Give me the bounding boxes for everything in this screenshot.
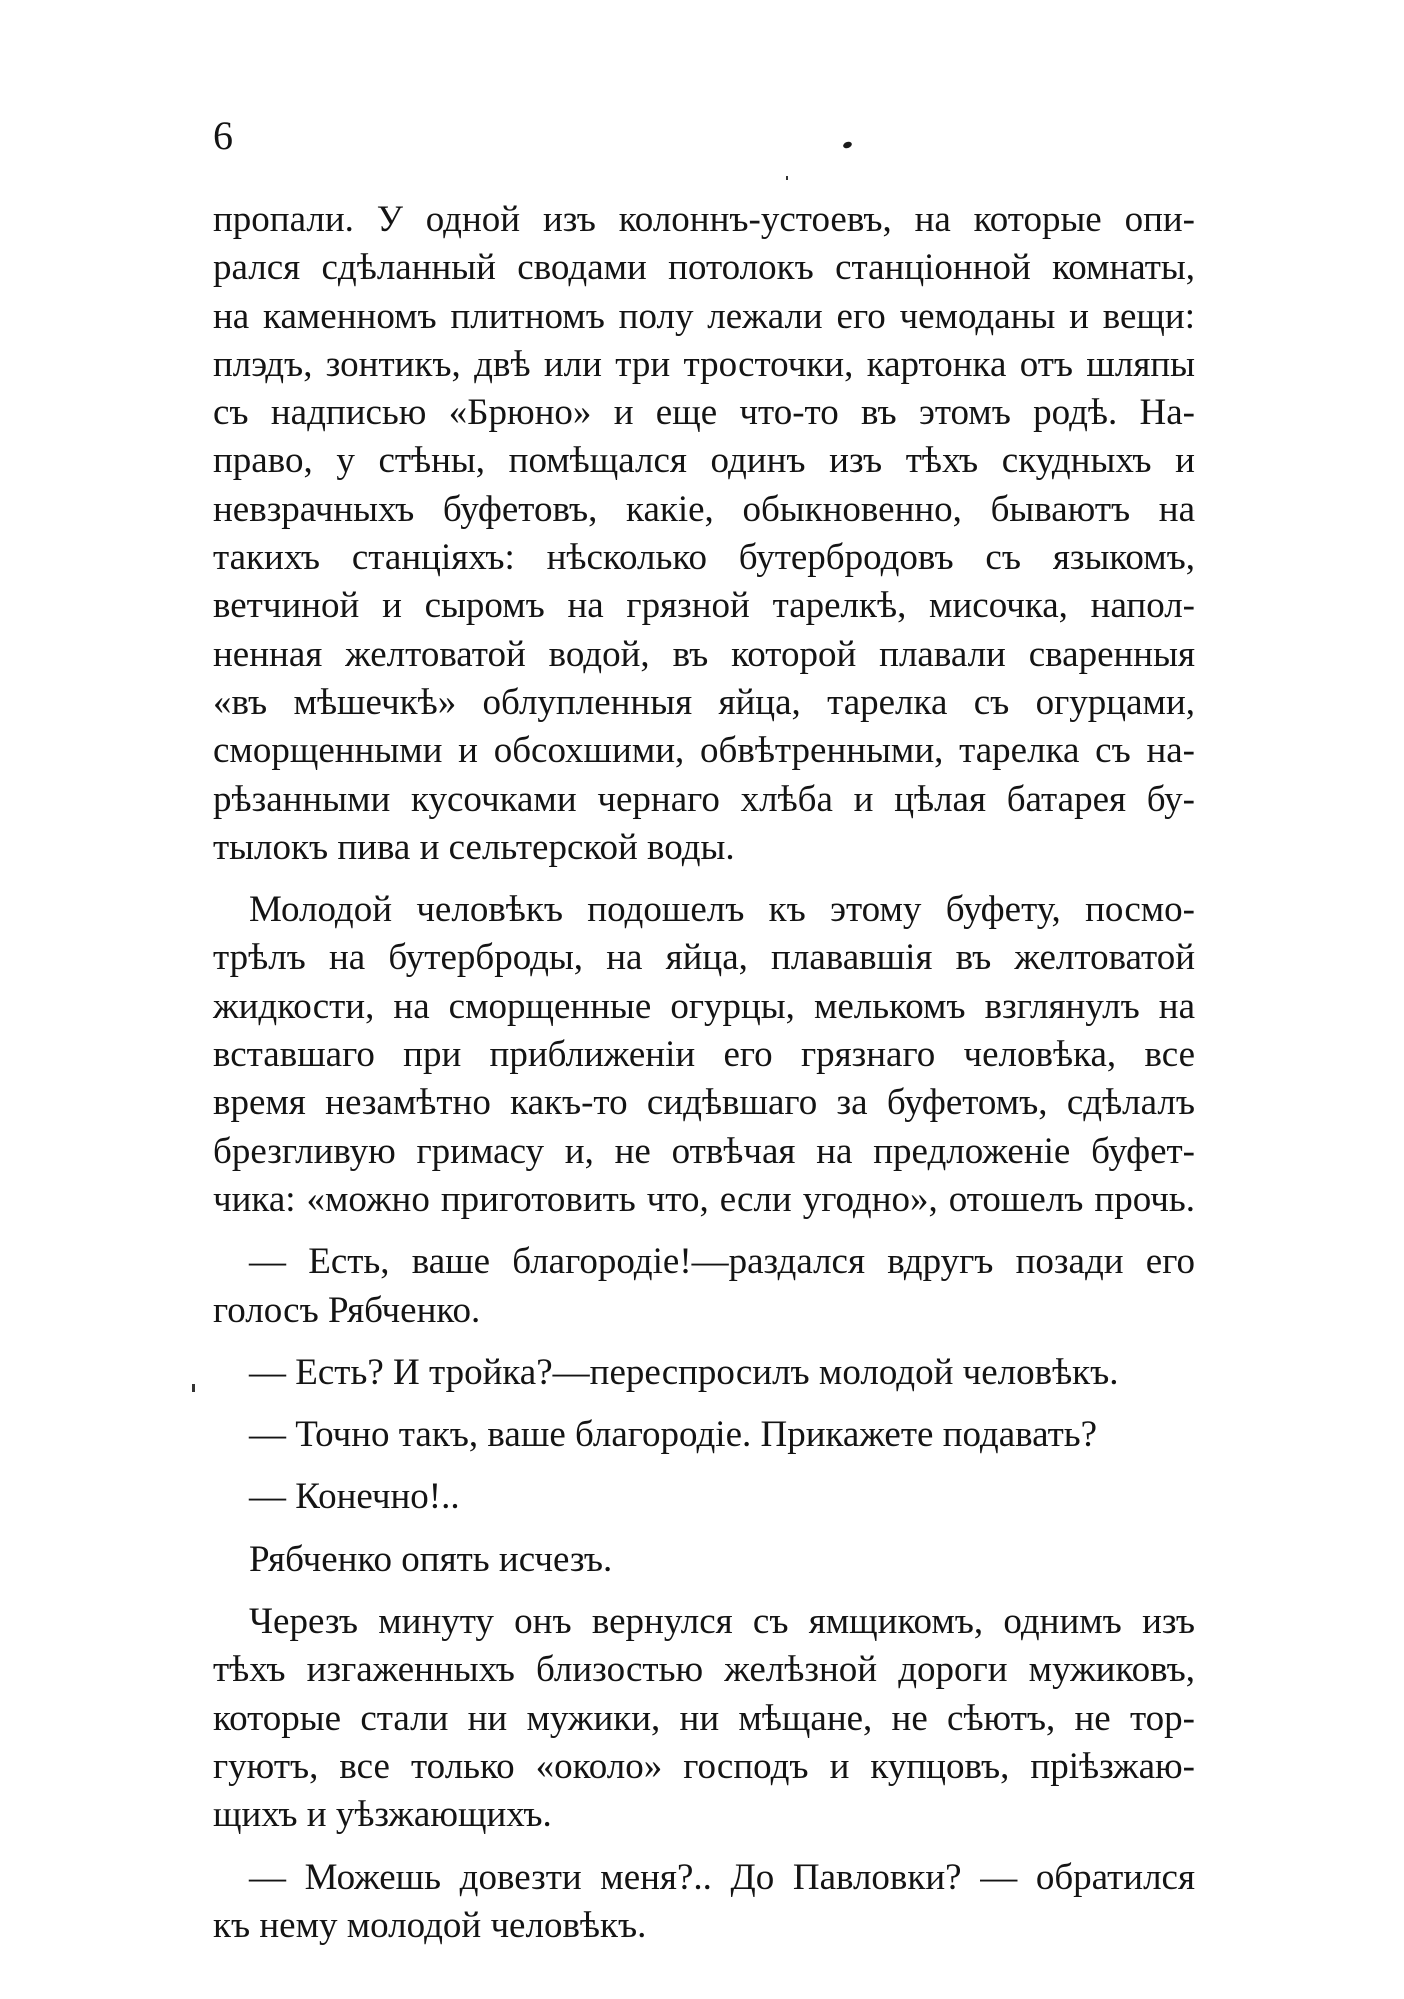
paragraph [213,1238,1195,1335]
text-line: Рябченко опять исчезъ. [249,1538,613,1580]
text-line: такихъ станціяхъ: нѣсколько бутербродовъ съ языкомъ, [213,537,1195,579]
paragraph [213,886,1195,1224]
printer-mark [842,141,853,150]
text-line: пропали. У одной изъ колоннъ-устоевъ, на которые опи- [213,199,1195,240]
paragraph [213,1349,1195,1397]
text-line: — Можешь довезти меня?.. До Павловки? — обратился [249,1856,1195,1898]
text-line: ветчиной и сыромъ на грязной тарелкѣ, мисочка, напол- [213,585,1195,627]
paragraph [213,1854,1195,1951]
text-line: — Конечно!.. [249,1476,460,1518]
text-line: Молодой человѣкъ подошелъ къ этому буфету, посмо- [249,889,1195,931]
page-number: 6 [213,113,233,158]
text-line: которые стали ни мужики, ни мѣщане, не сѣютъ, не тор- [213,1697,1195,1739]
text-line: время незамѣтно какъ-то сидѣвшаго за буфетомъ, сдѣлалъ [213,1082,1195,1124]
text-line: сморщенными и обсохшими, обвѣтренными, тарелка съ на- [213,730,1195,772]
paragraph [213,196,1195,872]
text-line: чика: «можно приготовить что, если угодно», отошелъ прочь. [213,1178,1195,1220]
text-line: брезгливую гримасу и, не отвѣчая на предложеніе буфет- [213,1130,1195,1172]
paragraph [213,1473,1195,1521]
scan-speck [192,1384,195,1392]
text-line: на каменномъ плитномъ полу лежали его чемоданы и вещи: [213,295,1195,337]
text-line: — Есть, ваше благородіе!—раздался вдругъ позади его [249,1241,1195,1283]
text-line: тылокъ пива и сельтерской воды. [213,826,735,868]
text-line: рѣзанными кусочками чернаго хлѣба и цѣлая батарея бу- [213,778,1195,820]
text-line: ненная желтоватой водой, въ которой плавали сваренныя [213,633,1195,675]
text-line: рался сдѣланный сводами потолокъ станціонной комнаты, [213,247,1195,289]
text-line: жидкости, на сморщенные огурцы, мелькомъ взглянулъ на [213,985,1195,1027]
text-line: тѣхъ изгаженныхъ близостью желѣзной дороги мужиковъ, [213,1649,1195,1691]
text-line: съ надписью «Брюно» и еще что-то въ этомъ родѣ. На- [213,392,1195,434]
body-text [213,196,1195,1950]
text-line: Черезъ минуту онъ вернулся съ ямщикомъ, однимъ изъ [249,1601,1195,1643]
text-line: къ нему молодой человѣкъ. [213,1904,647,1946]
text-line: плэдъ, зонтикъ, двѣ или три тросточки, картонка отъ шляпы [213,343,1195,385]
text-line: голосъ Рябченко. [213,1289,481,1331]
text-line: «въ мѣшечкѣ» облупленныя яйца, тарелка съ огурцами, [213,681,1195,723]
text-line: право, у стѣны, помѣщался одинъ изъ тѣхъ скудныхъ и [213,440,1195,482]
paragraph [213,1536,1195,1584]
text-line: вставшаго при приближеніи его грязнаго человѣка, все [213,1034,1195,1076]
text-line: щихъ и уѣзжающихъ. [213,1794,552,1836]
text-line: трѣлъ на бутерброды, на яйца, плававшія въ желтоватой [213,937,1195,979]
text-line: невзрачныхъ буфетовъ, какіе, обыкновенно, бываютъ на [213,488,1195,530]
paragraph [213,1411,1195,1459]
text-line: гуютъ, все только «около» господъ и купцовъ, пріѣзжаю- [213,1745,1195,1787]
paragraph [213,1598,1195,1839]
text-line: — Есть? И тройка?—переспросилъ молодой человѣкъ. [249,1351,1119,1393]
text-line: — Точно такъ, ваше благородіе. Прикажете подавать? [249,1414,1098,1456]
scan-speck [786,176,788,180]
